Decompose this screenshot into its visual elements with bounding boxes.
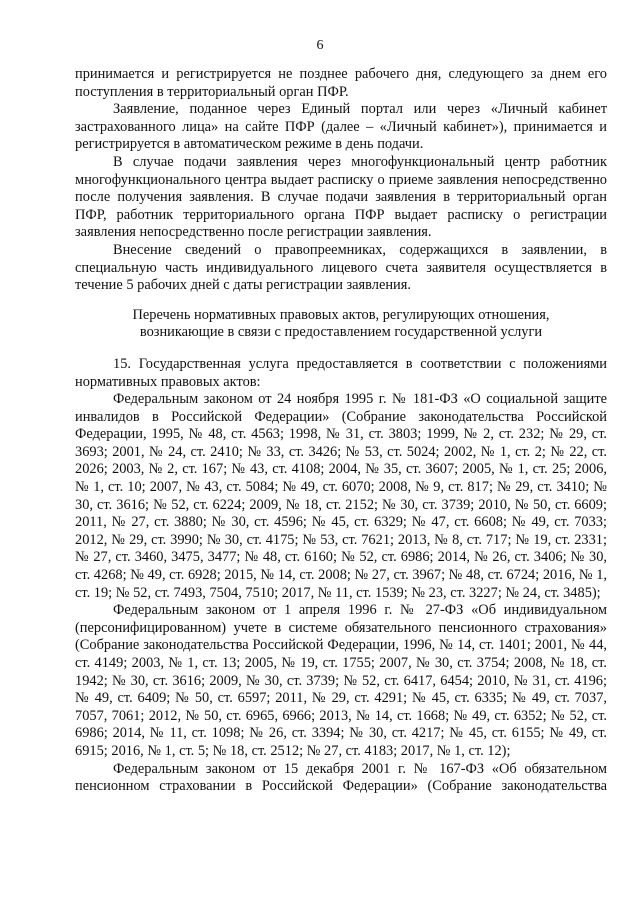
paragraph-successors-info: Внесение сведений о правопреемниках, содержащихся в заявлении, в специальную часть индивидуального лицевого счета заявителя осуществляется в течение 5 рабочих дней с даты регистрации заявления.: [75, 241, 607, 294]
paragraph-law-181-fz: Федеральным законом от 24 ноября 1995 г. № 181-ФЗ «О социальной защите инвалидов в Российской Федерации» (Собрание законодательства Российской Федерации, 1995, № 48, ст. 4563; 1998, № 31, ст. 3803; 1999, № 2, ст. 232; № 29, ст. 3693; 2001, № 24, ст. 2410; № 33, ст. 3426; № 53, ст. 5024; 2002, № 1, ст. 2; № 22, ст. 2026; 2003, № 2, ст. 167; № 43, ст. 4108; 2004, № 35, ст. 3607; 2005, № 1, ст. 25; 2006, № 1, ст. 10; 2007, № 43, ст. 5084; № 49, ст. 6070; 2008, № 9, ст. 817; № 29, ст. 3410; № 30, ст. 3616; № 52, ст. 6224; 2009, № 18, ст. 2152; № 30, ст. 3739; 2010, № 50, ст. 6609; 2011, № 27, ст. 3880; № 30, ст. 4596; № 45, ст. 6329; № 47, ст. 6608; № 49, ст. 7033; 2012, № 29, ст. 3990; № 30, ст. 4175; № 53, ст. 7621; 2013, № 8, ст. 717; № 19, ст. 2331; № 27, ст. 3460, 3475, 3477; № 48, ст. 6160; № 52, ст. 6986; 2014, № 26, ст. 3406; № 30, ст. 4268; № 49, ст. 6928; 2015, № 14, ст. 2008; № 27, ст. 3967; № 48, ст. 6724; 2016, № 1, ст. 19; № 52, ст. 7493, 7504, 7510; 2017, № 11, ст. 1539; № 23, ст. 3227; № 24, ст. 3485);: [75, 391, 607, 601]
paragraph-clause-15: 15. Государственная услуга предоставляется в соответствии с положениями нормативных правовых актов:: [75, 355, 607, 390]
paragraph-law-27-fz: Федеральным законом от 1 апреля 1996 г. № 27-ФЗ «Об индивидуальном (персонифицированном) учете в системе обязательного пенсионного страхования» (Собрание законодательства Российской Федерации, 1996, № 14, ст. 1401; 2001, № 44, ст. 4149; 2003, № 1, ст. 13; 2005, № 19, ст. 1755; 2007, № 30, ст. 3754; 2008, № 18, ст. 1942; № 30, ст. 3616; 2009, № 30, ст. 3739; № 52, ст. 6417, 6454; 2010, № 31, ст. 4196; № 49, ст. 6409; № 50, ст. 6597; 2011, № 29, ст. 4291; № 45, ст. 6335; № 49, ст. 7037, 7057, 7061; 2012, № 50, ст. 6965, 6966; 2013, № 14, ст. 1668; № 49, ст. 6352; № 52, ст. 6986; 2014, № 11, ст. 1098; № 26, ст. 3394; № 30, ст. 4217; № 45, ст. 6155; № 49, ст. 6915; 2016, № 1, ст. 5; № 18, ст. 2512; № 27, ст. 4183; 2017, № 1, ст. 12);: [75, 602, 607, 759]
paragraph-law-167-fz: Федеральным законом от 15 декабря 2001 г. № 167-ФЗ «Об обязательном пенсионном страховании в Российской Федерации» (Собрание законодательства: [75, 760, 607, 795]
paragraph-continuation: принимается и регистрируется не позднее рабочего дня, следующего за днем его поступления в территориальный орган ПФР.: [75, 66, 607, 100]
section-heading: [75, 295, 607, 356]
document-body: [75, 66, 607, 796]
section-heading-line-2: возникающие в связи с предоставлением государственной услуги: [139, 324, 543, 341]
paragraph-mfc-receipt: В случае подачи заявления через многофункциональный центр работник многофункционального центра выдает расписку о приеме заявления непосредственно после получения заявления. В случае подачи заявления в территориальный орган ПФР, работник территориального органа ПФР выдает расписку о регистрации заявления непосредственно после регистрации заявления.: [75, 153, 607, 241]
section-heading-line-1: Перечень нормативных правовых актов, регулирующих отношения,: [132, 306, 550, 323]
paragraph-portal-application: Заявление, поданное через Единый портал или через «Личный кабинет застрахованного лица» на сайте ПФР (далее – «Личный кабинет»), принимается и регистрируется в автоматическом режиме в день подачи.: [75, 101, 607, 153]
page-number: 6: [316, 38, 324, 53]
